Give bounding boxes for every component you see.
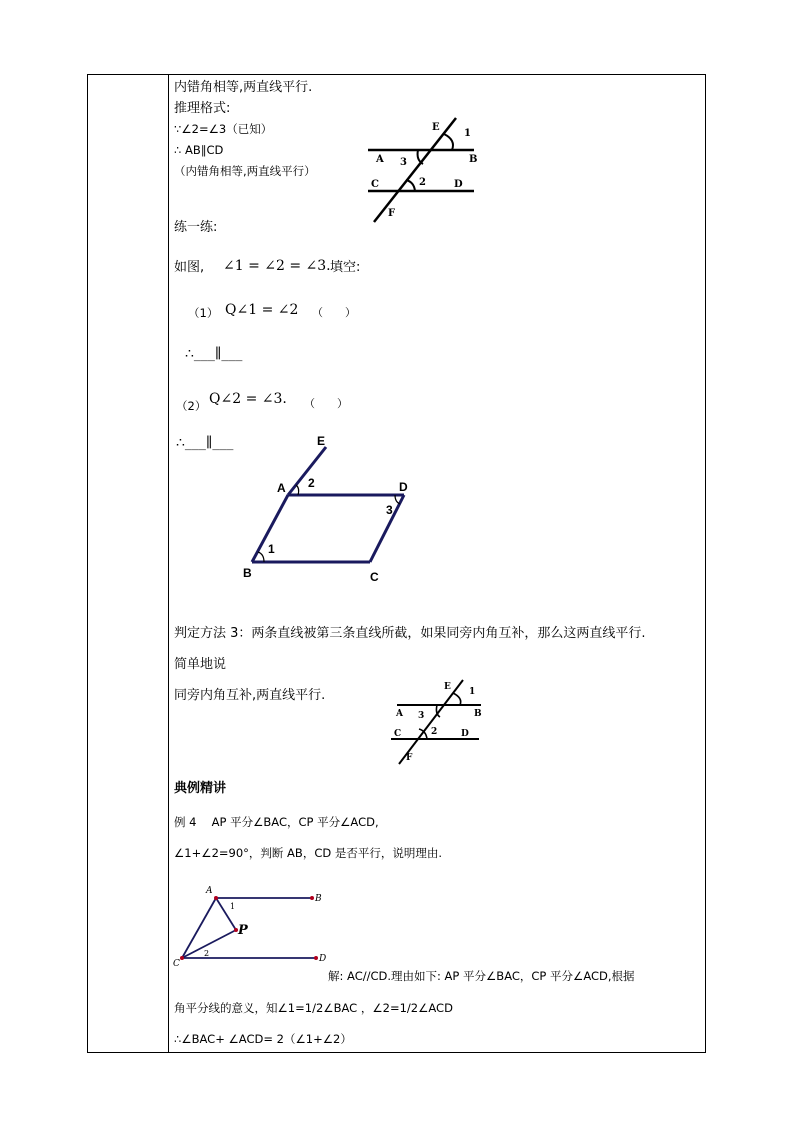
figure-alternate-angles (360, 112, 490, 222)
point-a (214, 896, 218, 900)
label-p: P (238, 923, 248, 938)
label-d: D (461, 729, 469, 739)
label-3: 3 (386, 503, 393, 517)
therefore-blank-2: ∴___∥___ (176, 435, 234, 451)
label-c: C (370, 570, 379, 584)
label-1: 1 (230, 902, 236, 911)
question-2-number: （2） (176, 399, 207, 413)
angle-arc-1 (453, 693, 461, 705)
angles-equal-expression: ∠1 = ∠2 = ∠3. (223, 258, 331, 274)
fill-blank-label: 填空: (330, 260, 361, 275)
label-e: E (432, 122, 440, 133)
label-a: A (206, 886, 213, 896)
transversal-ef (374, 118, 456, 222)
figure-co-interior-angles (385, 676, 490, 768)
label-2: 2 (204, 949, 210, 958)
column-divider (168, 74, 169, 1053)
solution-line-1: 解: AC//CD.理由如下: AP 平分∠BAC，CP 平分∠ACD,根据 (328, 969, 635, 983)
point-d (314, 956, 318, 960)
label-b: B (243, 566, 252, 580)
label-c: C (371, 179, 379, 190)
label-1: 1 (464, 128, 471, 139)
label-1: 1 (268, 542, 275, 556)
label-a: A (376, 154, 384, 165)
label-a: A (396, 709, 403, 719)
method-3-statement: 判定方法 3：两条直线被第三条直线所截，如果同旁内角互补，那么这两直线平行. (174, 626, 646, 641)
figure-parallelogram (240, 430, 430, 585)
question-2-expression: Q∠2 = ∠3. (209, 391, 287, 407)
solution-line-2: 角平分线的意义，知∠1=1/2∠BAC ，∠2=1/2∠ACD (174, 1001, 453, 1015)
practice-title: 练一练: (174, 220, 218, 235)
label-d: D (399, 480, 408, 494)
label-c: C (173, 959, 180, 969)
label-f: F (406, 753, 413, 763)
label-c: C (394, 729, 402, 739)
label-b: B (469, 154, 478, 165)
rule-text-co-interior: 同旁内角互补,两直线平行. (174, 688, 326, 703)
example-section-title: 典例精讲 (174, 781, 227, 796)
line-ae (288, 447, 326, 495)
reasoning-format-title: 推理格式: (174, 101, 231, 116)
question-1-expression: Q∠1 = ∠2 (225, 302, 299, 318)
label-2: 2 (431, 727, 438, 737)
conclusion-statement: ∴ AB∥CD (174, 143, 224, 157)
label-d: D (454, 179, 463, 190)
label-e: E (317, 434, 326, 448)
label-2: 2 (308, 476, 315, 490)
label-a: A (277, 481, 286, 495)
label-f: F (388, 208, 396, 219)
rule-text-alternate-angles: 内错角相等,两直线平行. (174, 80, 313, 95)
example-4-line-1: 例 4 AP 平分∠BAC，CP 平分∠ACD, (174, 815, 379, 829)
label-b: B (315, 894, 322, 904)
given-statement: ∵∠2=∠3（已知） (174, 122, 273, 136)
label-3: 3 (418, 711, 425, 721)
figure-example-4 (172, 882, 332, 974)
solution-line-3: ∴∠BAC+ ∠ACD= 2（∠1+∠2） (174, 1032, 352, 1046)
reason-statement: （内错角相等,两直线平行） (174, 164, 316, 178)
question-1-number: （1） (188, 306, 219, 320)
label-3: 3 (400, 157, 407, 168)
label-1: 1 (469, 687, 476, 697)
label-2: 2 (419, 177, 426, 188)
point-b (310, 896, 314, 900)
point-c (180, 956, 184, 960)
label-d: D (319, 954, 327, 964)
therefore-blank-1: ∴___∥___ (185, 346, 243, 362)
question-2-blank: （ ） (304, 397, 348, 410)
label-b: B (474, 709, 482, 719)
as-shown-label: 如图, (174, 260, 205, 275)
angle-arc-1 (444, 134, 453, 150)
question-1-blank: （ ） (312, 306, 356, 319)
example-4-line-2: ∠1+∠2=90°，判断 AB，CD 是否平行，说明理由. (174, 846, 443, 860)
label-e: E (444, 682, 451, 692)
simply-put-label: 简单地说 (174, 657, 227, 672)
